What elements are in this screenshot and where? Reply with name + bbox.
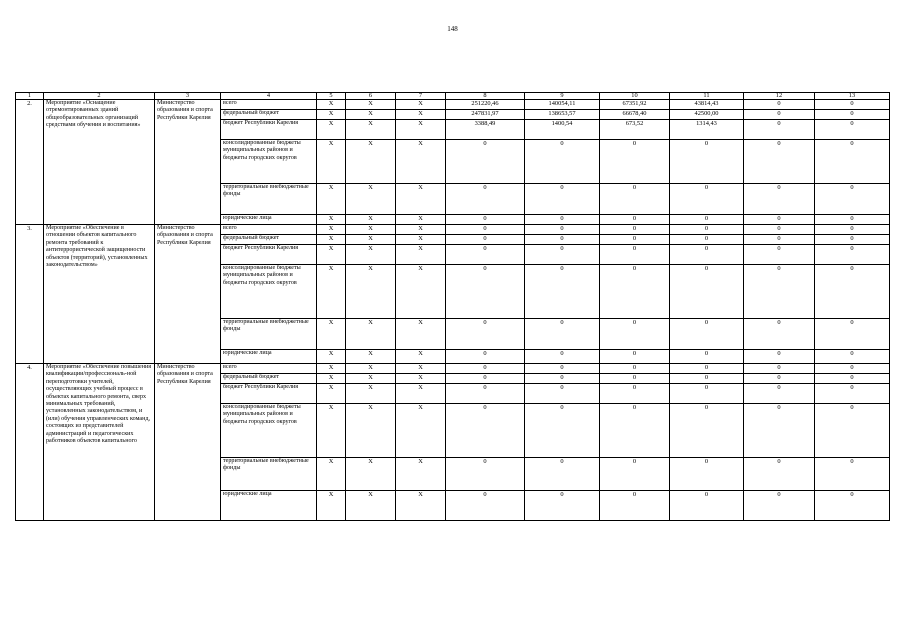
value-cell: 0 bbox=[815, 319, 890, 350]
value-cell: 0 bbox=[600, 265, 670, 319]
value-cell: X bbox=[317, 245, 346, 265]
value-cell: 0 bbox=[815, 384, 890, 404]
value-cell: 0 bbox=[600, 225, 670, 235]
value-cell: X bbox=[317, 458, 346, 491]
value-cell: 0 bbox=[525, 215, 600, 225]
section-number: 3. bbox=[16, 225, 44, 364]
value-cell: 1400,54 bbox=[525, 120, 600, 140]
value-cell: X bbox=[396, 265, 446, 319]
value-cell: 0 bbox=[670, 491, 744, 521]
value-cell: X bbox=[317, 319, 346, 350]
value-cell: X bbox=[317, 215, 346, 225]
funding-source: бюджет Республики Карелия bbox=[221, 245, 317, 265]
value-cell: 3388,49 bbox=[446, 120, 525, 140]
col-header: 7 bbox=[396, 93, 446, 100]
value-cell: 138653,57 bbox=[525, 110, 600, 120]
col-header: 10 bbox=[600, 93, 670, 100]
value-cell: 247831,97 bbox=[446, 110, 525, 120]
value-cell: 251220,46 bbox=[446, 100, 525, 110]
table-row bbox=[16, 364, 890, 374]
section-executor: Министерство образования и спорта Республики Карелия bbox=[155, 225, 221, 364]
value-cell: X bbox=[317, 384, 346, 404]
value-cell: 0 bbox=[744, 364, 815, 374]
section-number: 4. bbox=[16, 364, 44, 521]
value-cell: 0 bbox=[446, 235, 525, 245]
value-cell: X bbox=[317, 110, 346, 120]
value-cell: 0 bbox=[600, 140, 670, 184]
value-cell: 0 bbox=[446, 140, 525, 184]
budget-table bbox=[15, 92, 890, 521]
value-cell: 0 bbox=[815, 364, 890, 374]
value-cell: 0 bbox=[525, 404, 600, 458]
section-executor: Министерство образования и спорта Республики Карелия bbox=[155, 364, 221, 521]
value-cell: 0 bbox=[815, 350, 890, 364]
col-header: 11 bbox=[670, 93, 744, 100]
value-cell: 0 bbox=[525, 184, 600, 215]
value-cell: 0 bbox=[744, 245, 815, 265]
value-cell: 0 bbox=[744, 384, 815, 404]
value-cell: 0 bbox=[815, 235, 890, 245]
value-cell: X bbox=[346, 110, 396, 120]
col-header: 5 bbox=[317, 93, 346, 100]
value-cell: 0 bbox=[815, 374, 890, 384]
value-cell: 0 bbox=[744, 110, 815, 120]
value-cell: 0 bbox=[744, 184, 815, 215]
value-cell: X bbox=[317, 374, 346, 384]
value-cell: 0 bbox=[670, 140, 744, 184]
value-cell: 0 bbox=[670, 245, 744, 265]
value-cell: X bbox=[346, 140, 396, 184]
value-cell: X bbox=[396, 491, 446, 521]
value-cell: X bbox=[346, 374, 396, 384]
funding-source: всего bbox=[221, 225, 317, 235]
value-cell: 0 bbox=[815, 265, 890, 319]
value-cell: X bbox=[396, 140, 446, 184]
value-cell: 0 bbox=[525, 374, 600, 384]
funding-source: территориальные внебюджетные фонды bbox=[221, 184, 317, 215]
funding-source: консолидированные бюджеты муниципальных районов и бюджеты городских округов bbox=[221, 265, 317, 319]
value-cell: X bbox=[346, 235, 396, 245]
value-cell: X bbox=[317, 491, 346, 521]
value-cell: 0 bbox=[446, 491, 525, 521]
value-cell: 0 bbox=[744, 265, 815, 319]
value-cell: 0 bbox=[744, 458, 815, 491]
value-cell: 0 bbox=[446, 364, 525, 374]
funding-source: консолидированные бюджеты муниципальных районов и бюджеты городских округов bbox=[221, 404, 317, 458]
col-header: 8 bbox=[446, 93, 525, 100]
value-cell: 0 bbox=[525, 364, 600, 374]
value-cell: X bbox=[317, 350, 346, 364]
value-cell: 0 bbox=[446, 184, 525, 215]
col-header: 4 bbox=[221, 93, 317, 100]
funding-source: федеральный бюджет bbox=[221, 110, 317, 120]
value-cell: 0 bbox=[600, 350, 670, 364]
value-cell: X bbox=[346, 458, 396, 491]
value-cell: 0 bbox=[446, 245, 525, 265]
value-cell: X bbox=[396, 225, 446, 235]
value-cell: X bbox=[346, 120, 396, 140]
value-cell: X bbox=[317, 235, 346, 245]
value-cell: 0 bbox=[815, 184, 890, 215]
funding-source: всего bbox=[221, 364, 317, 374]
col-header: 12 bbox=[744, 93, 815, 100]
value-cell: 0 bbox=[670, 265, 744, 319]
value-cell: X bbox=[396, 384, 446, 404]
value-cell: X bbox=[396, 245, 446, 265]
section-executor: Министерство образования и спорта Республики Карелия bbox=[155, 100, 221, 225]
value-cell: 0 bbox=[670, 384, 744, 404]
funding-source: бюджет Республики Карелия bbox=[221, 120, 317, 140]
value-cell: X bbox=[346, 319, 396, 350]
funding-source: бюджет Республики Карелия bbox=[221, 384, 317, 404]
value-cell: 0 bbox=[670, 215, 744, 225]
funding-source: юридические лица bbox=[221, 491, 317, 521]
value-cell: X bbox=[396, 350, 446, 364]
value-cell: 0 bbox=[744, 215, 815, 225]
value-cell: X bbox=[346, 265, 396, 319]
value-cell: X bbox=[396, 319, 446, 350]
value-cell: X bbox=[396, 374, 446, 384]
funding-source: всего bbox=[221, 100, 317, 110]
value-cell: X bbox=[346, 350, 396, 364]
col-header: 2 bbox=[44, 93, 155, 100]
value-cell: 0 bbox=[744, 404, 815, 458]
value-cell: 0 bbox=[446, 319, 525, 350]
col-header: 1 bbox=[16, 93, 44, 100]
value-cell: 66678,40 bbox=[600, 110, 670, 120]
value-cell: X bbox=[346, 184, 396, 215]
funding-source: федеральный бюджет bbox=[221, 235, 317, 245]
value-cell: X bbox=[317, 225, 346, 235]
funding-source: территориальные внебюджетные фонды bbox=[221, 458, 317, 491]
value-cell: 0 bbox=[670, 225, 744, 235]
value-cell: 0 bbox=[446, 384, 525, 404]
value-cell: 0 bbox=[744, 140, 815, 184]
value-cell: X bbox=[396, 120, 446, 140]
value-cell: X bbox=[317, 364, 346, 374]
value-cell: 0 bbox=[670, 364, 744, 374]
value-cell: 0 bbox=[525, 235, 600, 245]
value-cell: 0 bbox=[600, 319, 670, 350]
value-cell: 0 bbox=[446, 215, 525, 225]
value-cell: 140054,11 bbox=[525, 100, 600, 110]
value-cell: 0 bbox=[525, 491, 600, 521]
value-cell: X bbox=[317, 404, 346, 458]
value-cell: 43814,43 bbox=[670, 100, 744, 110]
col-header: 6 bbox=[346, 93, 396, 100]
header-row bbox=[16, 93, 890, 100]
value-cell: 1314,43 bbox=[670, 120, 744, 140]
value-cell: 0 bbox=[815, 458, 890, 491]
value-cell: 673,52 bbox=[600, 120, 670, 140]
value-cell: 0 bbox=[446, 225, 525, 235]
value-cell: 0 bbox=[525, 245, 600, 265]
value-cell: 0 bbox=[744, 319, 815, 350]
value-cell: 0 bbox=[525, 384, 600, 404]
value-cell: 0 bbox=[446, 350, 525, 364]
section-name: Мероприятие «Обеспечение повышения квалификации/профессиональ-ной переподготовки учителей, осуществляющих учебный процесс в объектах капитального ремонта, сверх минимальных требований, установленных законодательством, и (или) обучения управленческих команд, состоящих из представителей администраций и педагогических работников объектов капитального bbox=[44, 364, 155, 521]
funding-source: федеральный бюджет bbox=[221, 374, 317, 384]
value-cell: 0 bbox=[446, 458, 525, 491]
value-cell: 0 bbox=[446, 265, 525, 319]
section-name: Мероприятие «Оснащение отремонтированных зданий общеобразовательных организаций средствами обучения и воспитания» bbox=[44, 100, 155, 225]
value-cell: 0 bbox=[525, 458, 600, 491]
value-cell: 0 bbox=[670, 404, 744, 458]
value-cell: X bbox=[317, 100, 346, 110]
col-header: 13 bbox=[815, 93, 890, 100]
value-cell: 0 bbox=[815, 245, 890, 265]
value-cell: 0 bbox=[815, 110, 890, 120]
section-name: Мероприятие «Обеспечение в отношении объектов капитального ремонта требований к антитеррористической защищенности объектов (территорий), установленных законодательством» bbox=[44, 225, 155, 364]
value-cell: 0 bbox=[525, 140, 600, 184]
funding-source: консолидированные бюджеты муниципальных районов и бюджеты городских округов bbox=[221, 140, 317, 184]
value-cell: X bbox=[317, 265, 346, 319]
funding-source: юридические лица bbox=[221, 215, 317, 225]
value-cell: 0 bbox=[744, 374, 815, 384]
section-number: 2. bbox=[16, 100, 44, 225]
value-cell: 0 bbox=[670, 235, 744, 245]
value-cell: X bbox=[396, 458, 446, 491]
value-cell: X bbox=[346, 100, 396, 110]
value-cell: 0 bbox=[744, 225, 815, 235]
value-cell: 0 bbox=[600, 215, 670, 225]
value-cell: 0 bbox=[744, 491, 815, 521]
value-cell: 0 bbox=[815, 215, 890, 225]
value-cell: 0 bbox=[670, 319, 744, 350]
value-cell: 0 bbox=[670, 184, 744, 215]
value-cell: 0 bbox=[525, 265, 600, 319]
value-cell: X bbox=[396, 364, 446, 374]
value-cell: 67351,92 bbox=[600, 100, 670, 110]
value-cell: 0 bbox=[744, 120, 815, 140]
value-cell: X bbox=[396, 404, 446, 458]
value-cell: X bbox=[346, 245, 396, 265]
value-cell: X bbox=[396, 215, 446, 225]
value-cell: 0 bbox=[600, 384, 670, 404]
value-cell: 0 bbox=[600, 184, 670, 215]
value-cell: X bbox=[346, 491, 396, 521]
value-cell: 0 bbox=[670, 350, 744, 364]
value-cell: 0 bbox=[600, 458, 670, 491]
value-cell: 0 bbox=[600, 374, 670, 384]
value-cell: X bbox=[317, 140, 346, 184]
table-row bbox=[16, 225, 890, 235]
value-cell: 0 bbox=[670, 374, 744, 384]
value-cell: X bbox=[346, 225, 396, 235]
funding-source: территориальные внебюджетные фонды bbox=[221, 319, 317, 350]
value-cell: 0 bbox=[815, 404, 890, 458]
value-cell: 0 bbox=[446, 374, 525, 384]
value-cell: 0 bbox=[815, 120, 890, 140]
page-number: 148 bbox=[447, 25, 458, 33]
value-cell: 0 bbox=[446, 404, 525, 458]
value-cell: 0 bbox=[744, 235, 815, 245]
value-cell: 0 bbox=[744, 350, 815, 364]
value-cell: 0 bbox=[600, 235, 670, 245]
value-cell: X bbox=[396, 235, 446, 245]
value-cell: X bbox=[317, 120, 346, 140]
value-cell: X bbox=[346, 215, 396, 225]
value-cell: 0 bbox=[600, 364, 670, 374]
value-cell: 0 bbox=[670, 458, 744, 491]
value-cell: X bbox=[396, 100, 446, 110]
value-cell: 0 bbox=[815, 100, 890, 110]
table-row bbox=[16, 100, 890, 110]
col-header: 9 bbox=[525, 93, 600, 100]
col-header: 3 bbox=[155, 93, 221, 100]
value-cell: X bbox=[317, 184, 346, 215]
value-cell: 0 bbox=[815, 491, 890, 521]
value-cell: X bbox=[346, 364, 396, 374]
value-cell: 0 bbox=[525, 350, 600, 364]
value-cell: 0 bbox=[525, 319, 600, 350]
value-cell: X bbox=[346, 384, 396, 404]
value-cell: 0 bbox=[525, 225, 600, 235]
value-cell: 0 bbox=[815, 140, 890, 184]
value-cell: 0 bbox=[744, 100, 815, 110]
value-cell: 0 bbox=[815, 225, 890, 235]
value-cell: X bbox=[396, 184, 446, 215]
value-cell: 0 bbox=[600, 404, 670, 458]
value-cell: 0 bbox=[600, 491, 670, 521]
value-cell: X bbox=[346, 404, 396, 458]
value-cell: X bbox=[396, 110, 446, 120]
value-cell: 42500,00 bbox=[670, 110, 744, 120]
value-cell: 0 bbox=[600, 245, 670, 265]
funding-source: юридические лица bbox=[221, 350, 317, 364]
